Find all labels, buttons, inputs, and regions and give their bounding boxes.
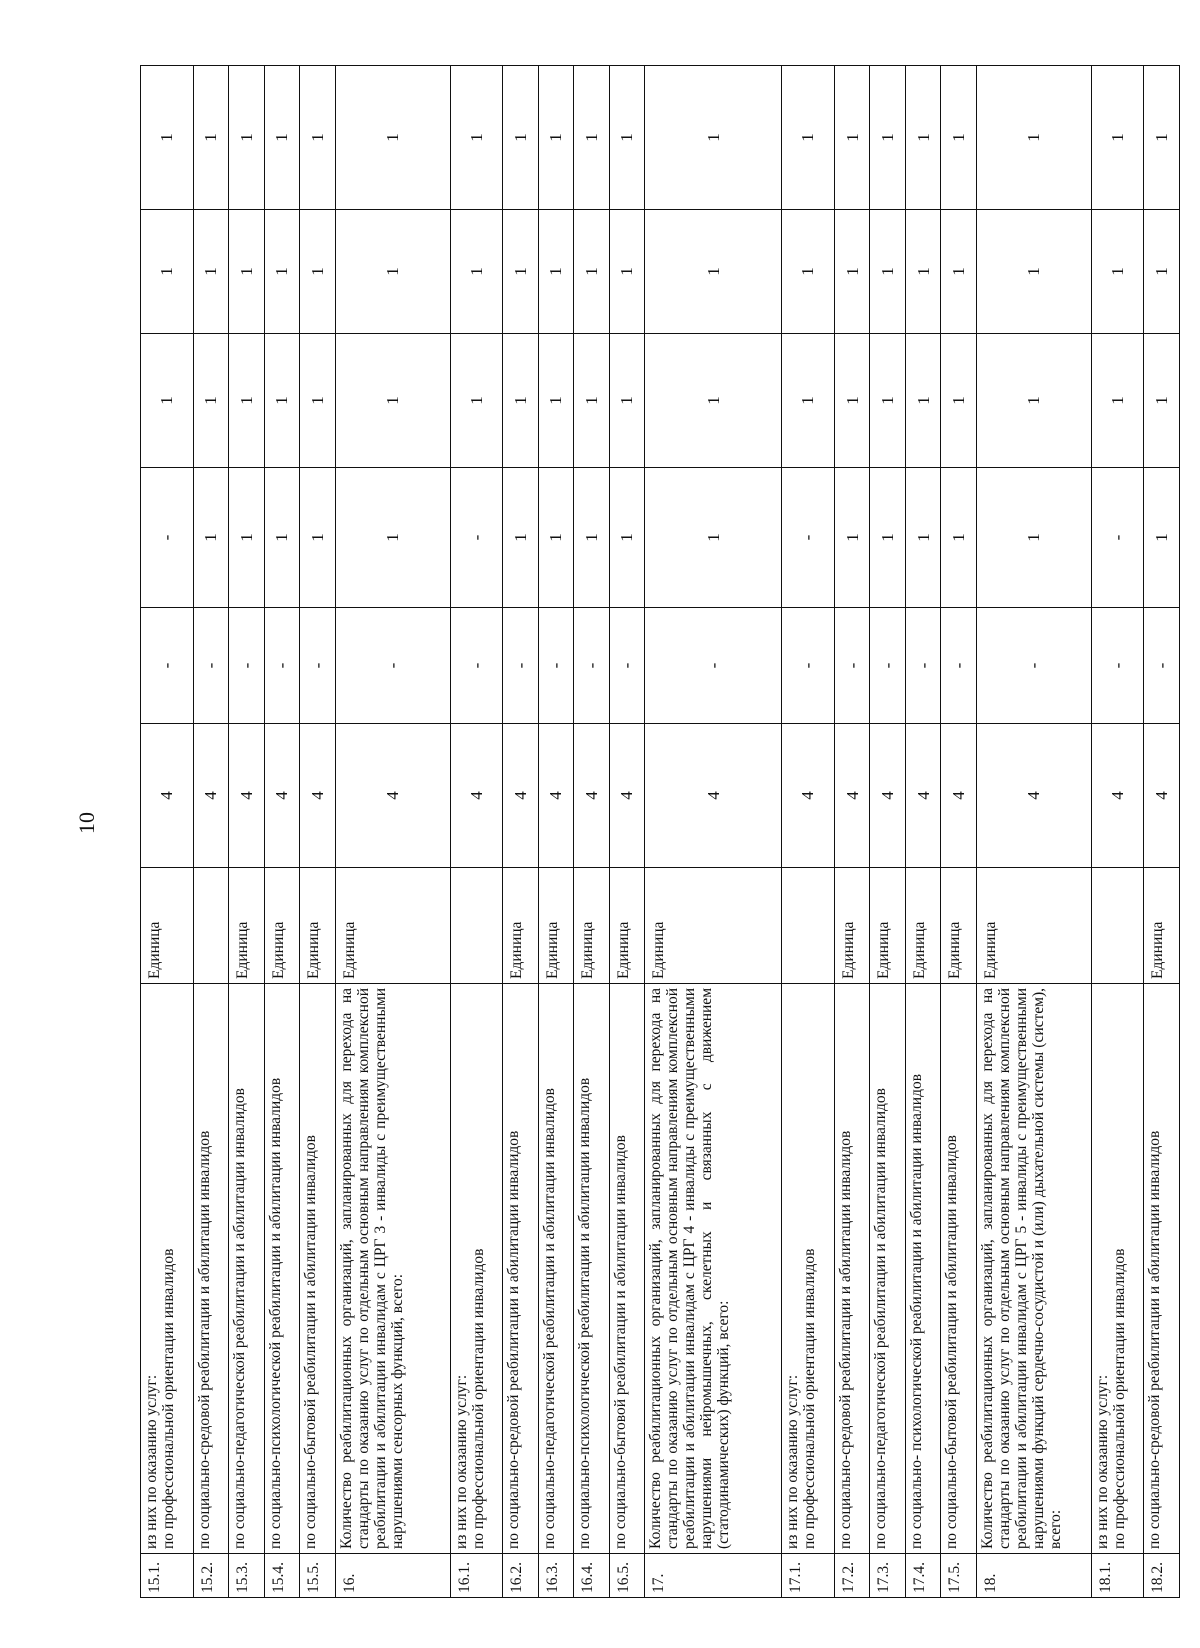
description-line: по социально-бытовой реабилитации и абилитации инвалидов bbox=[302, 1135, 320, 1549]
value-cell: 1 bbox=[834, 468, 869, 608]
value-cell: 4 bbox=[193, 724, 228, 868]
row-description bbox=[300, 984, 335, 1554]
table-row bbox=[335, 66, 450, 1598]
unit-cell: Единица bbox=[976, 868, 1091, 984]
table-row bbox=[609, 66, 644, 1598]
description-line: Количество реабилитационных организаций, запланированных для перехода на стандарты по оказанию услуг по отдельным основным направлениям комплексной реабилитации и абилитации инвалидам с ЦРГ 3 - инвалиды с преимущественными нарушениями сенсорных функций, всего: bbox=[337, 988, 406, 1549]
value-cell: - bbox=[905, 608, 940, 724]
row-description bbox=[1144, 984, 1180, 1554]
table-body bbox=[141, 66, 1180, 1598]
row-number: 17.2. bbox=[834, 1554, 869, 1598]
value-cell: 1 bbox=[193, 468, 228, 608]
value-cell: 1 bbox=[1144, 468, 1180, 608]
table-row bbox=[264, 66, 299, 1598]
value-cell: 1 bbox=[264, 468, 299, 608]
unit-cell bbox=[782, 868, 835, 984]
value-cell: 1 bbox=[1091, 66, 1144, 210]
value-cell: 4 bbox=[905, 724, 940, 868]
indicators-table bbox=[140, 65, 1180, 1598]
value-cell: 1 bbox=[870, 334, 905, 468]
description-line: по социально-средовой реабилитации и абилитации инвалидов bbox=[1146, 1130, 1164, 1549]
value-cell: 1 bbox=[1091, 210, 1144, 334]
unit-cell: Единица bbox=[1144, 868, 1180, 984]
value-cell: - bbox=[450, 608, 503, 724]
value-cell: 4 bbox=[834, 724, 869, 868]
table-row bbox=[870, 66, 905, 1598]
table-row bbox=[834, 66, 869, 1598]
value-cell: - bbox=[941, 608, 976, 724]
value-cell: 1 bbox=[645, 210, 782, 334]
description-line: по социально-педагогической реабилитации и абилитации инвалидов bbox=[231, 1088, 249, 1549]
description-line: Количество реабилитационных организаций, запланированных для перехода на стандарты по оказанию услуг по отдельным основным направлениям комплексной реабилитации и абилитации инвалидам с ЦРГ 5 - инвалиды с преимущественными нарушениями функций сердечно-сосудистой и (или) дыхательной системы (систем), всего: bbox=[978, 988, 1064, 1549]
table-row bbox=[141, 66, 194, 1598]
row-description bbox=[503, 984, 538, 1554]
value-cell: - bbox=[503, 608, 538, 724]
value-cell: - bbox=[1144, 608, 1180, 724]
value-cell: 1 bbox=[905, 334, 940, 468]
value-cell: 1 bbox=[335, 468, 450, 608]
unit-cell: Единица bbox=[229, 868, 264, 984]
row-number: 15.3. bbox=[229, 1554, 264, 1598]
value-cell: 1 bbox=[1091, 334, 1144, 468]
description-line: по социально-средовой реабилитации и абилитации инвалидов bbox=[505, 1130, 523, 1549]
value-cell: 1 bbox=[450, 66, 503, 210]
row-number: 15.5. bbox=[300, 1554, 335, 1598]
value-cell: 1 bbox=[538, 334, 573, 468]
value-cell: 4 bbox=[976, 724, 1091, 868]
table-row bbox=[976, 66, 1091, 1598]
value-cell: 1 bbox=[450, 334, 503, 468]
value-cell: 1 bbox=[335, 210, 450, 334]
value-cell: 1 bbox=[300, 66, 335, 210]
row-description bbox=[538, 984, 573, 1554]
description-line: по профессиональной ориентации инвалидов bbox=[801, 1248, 819, 1549]
row-number: 16.1. bbox=[450, 1554, 503, 1598]
unit-cell: Единица bbox=[264, 868, 299, 984]
unit-cell: Единица bbox=[574, 868, 609, 984]
value-cell: 1 bbox=[300, 334, 335, 468]
row-description bbox=[905, 984, 940, 1554]
page-number: 10 bbox=[74, 812, 99, 834]
unit-cell: Единица bbox=[538, 868, 573, 984]
value-cell: 1 bbox=[1144, 334, 1180, 468]
value-cell: 1 bbox=[574, 334, 609, 468]
value-cell: - bbox=[300, 608, 335, 724]
value-cell: 1 bbox=[193, 334, 228, 468]
table-row bbox=[941, 66, 976, 1598]
value-cell: 1 bbox=[609, 66, 644, 210]
value-cell: - bbox=[450, 468, 503, 608]
value-cell: 1 bbox=[229, 210, 264, 334]
value-cell: 1 bbox=[609, 210, 644, 334]
value-cell: 1 bbox=[538, 66, 573, 210]
description-line: по профессиональной ориентации инвалидов bbox=[469, 1248, 487, 1549]
unit-cell: Единица bbox=[141, 868, 194, 984]
value-cell: - bbox=[335, 608, 450, 724]
value-cell: 1 bbox=[645, 66, 782, 210]
value-cell: - bbox=[645, 608, 782, 724]
value-cell: 4 bbox=[782, 724, 835, 868]
row-number: 15.1. bbox=[141, 1554, 194, 1598]
value-cell: 1 bbox=[870, 210, 905, 334]
value-cell: 4 bbox=[335, 724, 450, 868]
row-number: 16.4. bbox=[574, 1554, 609, 1598]
value-cell: 4 bbox=[1091, 724, 1144, 868]
value-cell: 1 bbox=[1144, 66, 1180, 210]
row-description bbox=[645, 984, 782, 1554]
description-line: по социально-средовой реабилитации и абилитации инвалидов bbox=[195, 1130, 213, 1549]
row-number: 16. bbox=[335, 1554, 450, 1598]
table-row bbox=[782, 66, 835, 1598]
description-line: по социально-средовой реабилитации и абилитации инвалидов bbox=[836, 1130, 854, 1549]
value-cell: 1 bbox=[941, 66, 976, 210]
description-line: из них по оказанию услуг: bbox=[452, 1374, 470, 1549]
value-cell: - bbox=[141, 608, 194, 724]
description-line: по социально-психологической реабилитации и абилитации инвалидов bbox=[576, 1077, 594, 1549]
row-description bbox=[609, 984, 644, 1554]
value-cell: 1 bbox=[941, 468, 976, 608]
value-cell: 1 bbox=[503, 468, 538, 608]
description-line: из них по оказанию услуг: bbox=[1093, 1374, 1111, 1549]
value-cell: 4 bbox=[264, 724, 299, 868]
row-description bbox=[834, 984, 869, 1554]
value-cell: 1 bbox=[141, 210, 194, 334]
row-description bbox=[264, 984, 299, 1554]
description-line: по социально-педагогической реабилитации и абилитации инвалидов bbox=[872, 1088, 890, 1549]
value-cell: 1 bbox=[976, 66, 1091, 210]
value-cell: 4 bbox=[538, 724, 573, 868]
value-cell: 4 bbox=[300, 724, 335, 868]
value-cell: 1 bbox=[229, 334, 264, 468]
value-cell: 1 bbox=[1144, 210, 1180, 334]
value-cell: 1 bbox=[941, 210, 976, 334]
value-cell: - bbox=[574, 608, 609, 724]
value-cell: 1 bbox=[976, 210, 1091, 334]
value-cell: 1 bbox=[141, 334, 194, 468]
value-cell: 1 bbox=[503, 334, 538, 468]
value-cell: - bbox=[229, 608, 264, 724]
row-description bbox=[229, 984, 264, 1554]
value-cell: 4 bbox=[574, 724, 609, 868]
value-cell: 1 bbox=[782, 334, 835, 468]
value-cell: 4 bbox=[450, 724, 503, 868]
row-number: 17.5. bbox=[941, 1554, 976, 1598]
rotated-table-container bbox=[140, 66, 1180, 1598]
value-cell: 1 bbox=[834, 334, 869, 468]
description-line: по социально-педагогической реабилитации и абилитации инвалидов bbox=[540, 1088, 558, 1549]
value-cell: 1 bbox=[335, 334, 450, 468]
table-row bbox=[905, 66, 940, 1598]
value-cell: 1 bbox=[538, 210, 573, 334]
row-description bbox=[870, 984, 905, 1554]
value-cell: 1 bbox=[609, 334, 644, 468]
value-cell: 1 bbox=[870, 468, 905, 608]
value-cell: - bbox=[1091, 468, 1144, 608]
value-cell: 1 bbox=[976, 468, 1091, 608]
unit-cell: Единица bbox=[609, 868, 644, 984]
unit-cell: Единица bbox=[645, 868, 782, 984]
value-cell: 1 bbox=[834, 210, 869, 334]
value-cell: 1 bbox=[264, 66, 299, 210]
value-cell: 1 bbox=[300, 468, 335, 608]
value-cell: 4 bbox=[941, 724, 976, 868]
row-number: 17.3. bbox=[870, 1554, 905, 1598]
description-line: Количество реабилитационных организаций, запланированных для перехода на стандарты по оказанию услуг по отдельным основным направлениям комплексной реабилитации и абилитации инвалидам с ЦРГ 4 - инвалиды с преимущественными нарушениями нейромышечных, скелетных и связанных с движением (статодинамических) функций, всего: bbox=[647, 988, 733, 1549]
value-cell: 1 bbox=[645, 334, 782, 468]
value-cell: 1 bbox=[229, 66, 264, 210]
value-cell: - bbox=[976, 608, 1091, 724]
unit-cell: Единица bbox=[941, 868, 976, 984]
value-cell: 1 bbox=[976, 334, 1091, 468]
unit-cell bbox=[1091, 868, 1144, 984]
value-cell: 1 bbox=[905, 66, 940, 210]
row-number: 15.4. bbox=[264, 1554, 299, 1598]
value-cell: 1 bbox=[645, 468, 782, 608]
unit-cell: Единица bbox=[870, 868, 905, 984]
row-number: 18.2. bbox=[1144, 1554, 1180, 1598]
value-cell: 1 bbox=[229, 468, 264, 608]
table-row bbox=[229, 66, 264, 1598]
value-cell: 1 bbox=[300, 210, 335, 334]
value-cell: 1 bbox=[450, 210, 503, 334]
row-number: 18.1. bbox=[1091, 1554, 1144, 1598]
value-cell: 4 bbox=[1144, 724, 1180, 868]
description-line: по социально-бытовой реабилитации и абилитации инвалидов bbox=[943, 1135, 961, 1549]
row-number: 16.5. bbox=[609, 1554, 644, 1598]
value-cell: - bbox=[538, 608, 573, 724]
row-description bbox=[450, 984, 503, 1554]
value-cell: 1 bbox=[905, 210, 940, 334]
description-line: по социально-бытовой реабилитации и абилитации инвалидов bbox=[611, 1135, 629, 1549]
value-cell: 1 bbox=[503, 66, 538, 210]
unit-cell bbox=[450, 868, 503, 984]
value-cell: 1 bbox=[193, 210, 228, 334]
value-cell: - bbox=[1091, 608, 1144, 724]
row-number: 16.3. bbox=[538, 1554, 573, 1598]
row-description bbox=[976, 984, 1091, 1554]
value-cell: 1 bbox=[264, 210, 299, 334]
row-number: 17. bbox=[645, 1554, 782, 1598]
value-cell: - bbox=[141, 468, 194, 608]
value-cell: - bbox=[834, 608, 869, 724]
description-line: по профессиональной ориентации инвалидов bbox=[160, 1248, 177, 1549]
value-cell: 1 bbox=[609, 468, 644, 608]
value-cell: 4 bbox=[503, 724, 538, 868]
row-description bbox=[941, 984, 976, 1554]
value-cell: - bbox=[264, 608, 299, 724]
row-description bbox=[574, 984, 609, 1554]
description-line: по социально- психологической реабилитации и абилитации инвалидов bbox=[907, 1073, 925, 1549]
value-cell: 1 bbox=[574, 210, 609, 334]
value-cell: 4 bbox=[229, 724, 264, 868]
value-cell: 1 bbox=[941, 334, 976, 468]
value-cell: 1 bbox=[905, 468, 940, 608]
table-row bbox=[574, 66, 609, 1598]
row-description bbox=[1091, 984, 1144, 1554]
value-cell: - bbox=[609, 608, 644, 724]
value-cell: 1 bbox=[574, 66, 609, 210]
description-line: из них по оказанию услуг: bbox=[784, 1374, 802, 1549]
value-cell: 4 bbox=[609, 724, 644, 868]
value-cell: - bbox=[782, 608, 835, 724]
table-row bbox=[1091, 66, 1144, 1598]
value-cell: 1 bbox=[538, 468, 573, 608]
value-cell: 1 bbox=[834, 66, 869, 210]
value-cell: 4 bbox=[141, 724, 194, 868]
row-number: 15.2. bbox=[193, 1554, 228, 1598]
description-line: по профессиональной ориентации инвалидов bbox=[1110, 1248, 1128, 1549]
table-row bbox=[645, 66, 782, 1598]
value-cell: 1 bbox=[782, 66, 835, 210]
unit-cell: Единица bbox=[834, 868, 869, 984]
value-cell: - bbox=[193, 608, 228, 724]
unit-cell bbox=[193, 868, 228, 984]
unit-cell: Единица bbox=[335, 868, 450, 984]
value-cell: 1 bbox=[503, 210, 538, 334]
row-description bbox=[141, 984, 194, 1554]
unit-cell: Единица bbox=[905, 868, 940, 984]
unit-cell: Единица bbox=[503, 868, 538, 984]
table-row bbox=[193, 66, 228, 1598]
row-number: 17.4. bbox=[905, 1554, 940, 1598]
value-cell: 1 bbox=[870, 66, 905, 210]
row-number: 16.2. bbox=[503, 1554, 538, 1598]
value-cell: 1 bbox=[335, 66, 450, 210]
value-cell: 1 bbox=[141, 66, 194, 210]
unit-cell: Единица bbox=[300, 868, 335, 984]
value-cell: 1 bbox=[193, 66, 228, 210]
value-cell: 4 bbox=[870, 724, 905, 868]
description-line: по социально-психологической реабилитации и абилитации инвалидов bbox=[266, 1077, 284, 1549]
description-line: из них по оказанию услуг: bbox=[143, 1374, 160, 1549]
value-cell: 4 bbox=[645, 724, 782, 868]
row-number: 18. bbox=[976, 1554, 1091, 1598]
table-row bbox=[503, 66, 538, 1598]
table-row bbox=[300, 66, 335, 1598]
value-cell: 1 bbox=[264, 334, 299, 468]
value-cell: 1 bbox=[782, 210, 835, 334]
table-row bbox=[538, 66, 573, 1598]
value-cell: - bbox=[782, 468, 835, 608]
table-row bbox=[1144, 66, 1180, 1598]
row-description bbox=[335, 984, 450, 1554]
row-description bbox=[782, 984, 835, 1554]
value-cell: 1 bbox=[574, 468, 609, 608]
row-description bbox=[193, 984, 228, 1554]
table-row bbox=[450, 66, 503, 1598]
value-cell: - bbox=[870, 608, 905, 724]
row-number: 17.1. bbox=[782, 1554, 835, 1598]
